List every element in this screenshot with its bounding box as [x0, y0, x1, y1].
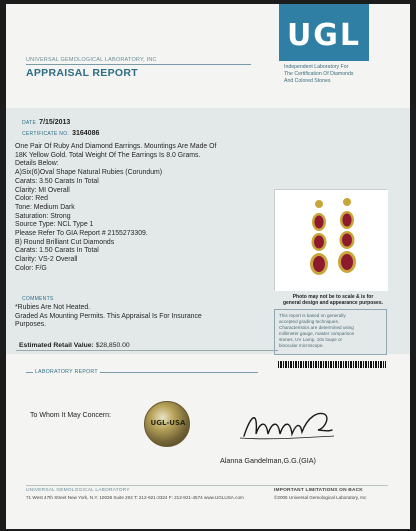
retail-label: Estimated Retail Value:: [19, 342, 94, 349]
retail-rule: [16, 350, 278, 351]
limitations-note: IMPORTANT LIMITATIONS ON BACK: [274, 488, 363, 493]
earrings-photo: [274, 189, 387, 290]
retail-value: [19, 342, 130, 349]
report-basis-line: This report is based on generally: [279, 313, 346, 318]
retail-amount: $28,850.00: [95, 342, 130, 349]
desc-line: B) Round Brilliant Cut Diamonds: [15, 238, 115, 246]
report-basis-line: millimeter gauge, master comparison: [279, 330, 355, 336]
date-value: 7/15/2013: [39, 119, 71, 126]
desc-line: Tone: Medium Dark: [15, 203, 75, 211]
tagline-line: Independent Laboratory For: [284, 64, 349, 70]
desc-line: Color: F/G: [15, 264, 47, 272]
tagline-line: The Certification Of Diamonds: [284, 71, 354, 77]
photo-note-line: Photo may not be to scale & is for: [292, 294, 374, 300]
barcode: [278, 361, 386, 368]
cert-label: CERTIFICATE NO.: [22, 130, 70, 137]
comments-text: [15, 304, 277, 330]
desc-line: Source Type: NCL Type 1: [15, 221, 94, 229]
report-basis-line: accepted grading techniques.: [279, 318, 340, 324]
ugl-logo: UGL: [286, 18, 362, 53]
comments-label: COMMENTS: [22, 296, 54, 302]
footer-copyright: ©2006 Universal Gemological Laboratory, Inc: [274, 495, 367, 500]
ugl-logo-block: [279, 4, 369, 61]
lab-name: UNIVERSAL GEMOLOGICAL LABORATORY, INC: [26, 57, 157, 63]
desc-line: A)Six(6)Oval Shape Natural Rubies (Corundum): [15, 169, 163, 177]
signer-name: Alanna Gandelman,G.G.(GIA): [220, 456, 316, 465]
comment-line: *Rubies Are Not Heated.: [15, 304, 91, 311]
cert-row: [22, 128, 99, 139]
desc-line: Carats: 3.50 Carats In Total: [15, 177, 99, 185]
photo-note: [274, 294, 392, 307]
lab-tagline: [284, 64, 394, 85]
footer-rule: [26, 485, 388, 486]
greeting: To Whom It May Concern:: [30, 412, 111, 419]
comment-line: Purposes.: [15, 321, 47, 329]
desc-line: Clarity: MI Overall: [15, 186, 70, 194]
desc-line: Saturation: Strong: [15, 212, 71, 220]
footer-lab-name: UNIVERSAL GEMOLOGICAL LABORATORY: [26, 488, 130, 493]
cert-value: 3164086: [72, 130, 100, 137]
footer-address: 71 West 47th Street New York, N.Y. 10036 Suite 204 T: 212-921-3324 F: 212-921-4574 www.UGLUSA.com: [26, 495, 244, 500]
report-basis-line: stones, UV Lamp, 10x loupe or: [279, 336, 343, 342]
desc-line: Carats: 1.50 Carats In Total: [15, 247, 99, 255]
seal-text: UGL-USA: [150, 419, 186, 427]
comment-line: Graded As Mounting Permits. This Appraisal Is For Insurance: [15, 312, 202, 320]
date-label: DATE: [22, 119, 37, 126]
appraisal-document: [6, 4, 410, 529]
photo-note-line: general design and appearance purposes.: [282, 300, 384, 307]
desc-line: Clarity: VS-2 Overall: [15, 256, 78, 264]
report-basis-line: binocular microscope.: [279, 342, 324, 348]
item-description: [15, 143, 277, 274]
desc-line: Color: Red: [15, 195, 48, 203]
signature-icon: [238, 408, 338, 444]
tagline-line: And Colored Stones: [284, 78, 331, 84]
header-rule: [26, 64, 251, 65]
earrings-image: [275, 190, 388, 291]
desc-line: 18K Yellow Gold. Total Weight Of The Earrings Is 8.0 Grams.: [15, 151, 201, 159]
report-meta: [22, 117, 99, 139]
section-label: LABORATORY REPORT: [35, 369, 98, 375]
page-title: APPRAISAL REPORT: [26, 67, 138, 79]
desc-line: Please Refer To GIA Report # 2155273309.: [15, 230, 148, 238]
date-row: [22, 117, 99, 128]
hologram-seal-icon: [144, 401, 190, 447]
desc-line: One Pair Of Ruby And Diamond Earrings. Mountings Are Made Of: [15, 143, 217, 150]
report-basis-line: Characteristics are determined using: [279, 324, 354, 330]
desc-line: Details Below:: [15, 160, 59, 168]
report-basis-box: [274, 309, 387, 355]
